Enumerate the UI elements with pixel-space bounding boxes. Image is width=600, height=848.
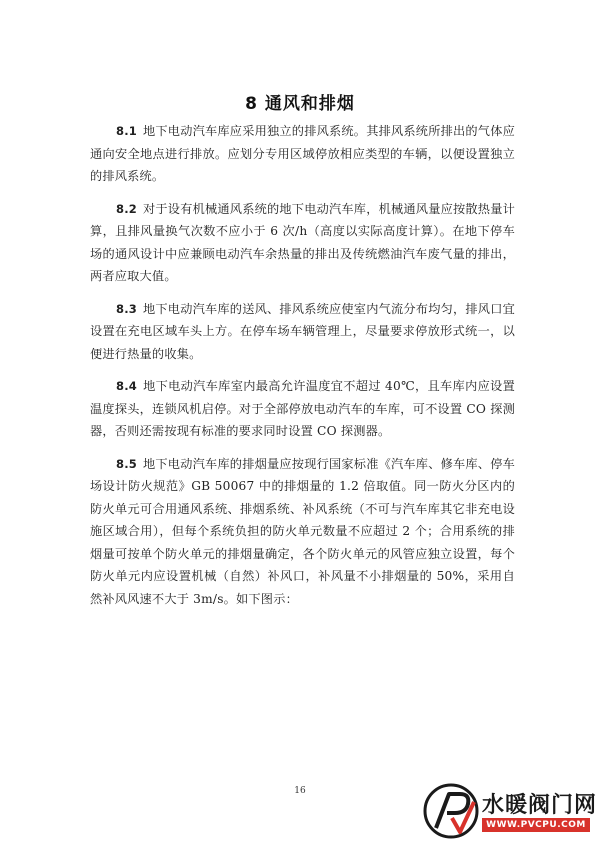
section-8-3	[90, 298, 515, 366]
section-number: 8.5	[116, 456, 137, 471]
sections-list	[90, 120, 515, 620]
section-number: 8.2	[116, 201, 137, 216]
section-number: 8.4	[116, 379, 137, 393]
watermark-url: WWW.PVCPU.COM	[482, 818, 590, 832]
pv-logo-icon	[422, 782, 480, 840]
section-text: 地下电动汽车库的送风、排风系统应使室内气流分布均匀，排风口宜设置在充电区域车头上方。在停车场车辆管理上，尽量要求停放形式统一，以便进行热量的收集。	[90, 301, 515, 361]
section-text: 地下电动汽车库室内最高允许温度宜不超过 40℃，且车库内应设置温度探头，连锁风机启停。对于全部停放电动汽车的车库，可不设置 CO 探测器，否则还需按现有标准的要求同时设置 CO 探测器。	[90, 379, 515, 438]
section-text: 地下电动汽车库应采用独立的排风系统。其排风系统所排出的气体应通向安全地点进行排放。应划分专用区域停放相应类型的车辆，以便设置独立的排风系统。	[90, 124, 515, 183]
section-8-4	[90, 375, 515, 443]
page-number: 16	[294, 786, 306, 796]
watermark	[422, 780, 598, 842]
section-8-2	[90, 198, 515, 288]
section-number: 8.1	[116, 124, 137, 138]
section-text: 对于设有机械通风系统的地下电动汽车库，机械通风量应按散热量计算，且排风量换气次数不应小于 6 次/h（高度以实际高度计算）。在地下停车场的通风设计中应兼顾电动汽车余热量的排出及传统燃油汽车废气量的排出，两者应取大值。	[90, 201, 515, 283]
section-8-1	[90, 120, 515, 188]
section-title: 8 通风和排烟	[245, 94, 355, 114]
section-number: 8.3	[116, 301, 137, 316]
section-8-5	[90, 453, 515, 611]
section-text: 地下电动汽车库的排烟量应按现行国家标准《汽车库、修车库、停车场设计防火规范》GB 50067 中的排烟量的 1.2 倍取值。同一防火分区内的防火单元可合用通风系统、排烟系统、补风系统（不可与汽车库其它非充电设施区域合用），但每个系统负担的防火单元数量不应超过 2 个；合用系统的排烟量可按单个防火单元的排烟量确定，各个防火单元的风管应独立设置，每个防火单元内应设置机械（自然）补风口，补风量不小排烟量的 50%，采用自然补风风速不大于 3m/s。如下图示：	[90, 456, 515, 606]
watermark-name: 水暖阀门网	[482, 793, 598, 818]
